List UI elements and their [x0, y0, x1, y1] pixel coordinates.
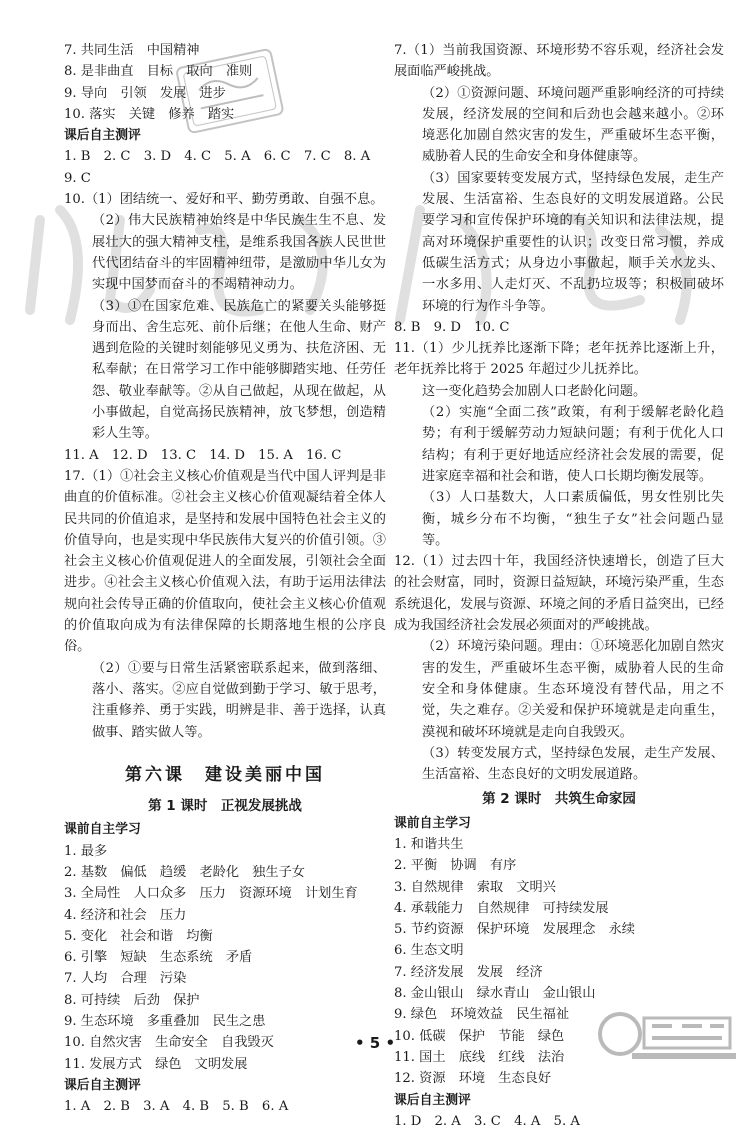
section-heading: 课前自主学习: [64, 822, 141, 838]
lesson-sub-title-1: 第 1 课时 正视发展挑战: [148, 798, 302, 815]
answer-line: 10.（1）团结统一、爱好和平、勤劳勇敢、自强不息。: [64, 192, 384, 208]
answer-line: 1. B 2. C 3. D 4. C 5. A 6. C 7. C 8. A: [64, 149, 371, 165]
answer-line: 3. 全局性 人口众多 压力 资源环境 计划生育: [64, 886, 358, 902]
answer-line: 1. 和谐共生: [394, 836, 464, 852]
answer-line: 1. D 2. A 3. C 4. A 5. A: [394, 1113, 580, 1129]
answer-line: 10. 低碳 保护 节能 绿色: [394, 1028, 565, 1044]
answer-line: 9. 生态环境 多重叠加 民生之患: [64, 1014, 266, 1030]
answer-line: 8. 可持续 后劲 保护: [64, 992, 200, 1008]
answer-line: 7. 共同生活 中国精神: [64, 43, 200, 58]
answer-line: 1. 最多: [64, 843, 108, 859]
lesson-title: 第六课 建设美丽中国: [125, 764, 325, 785]
answer-line: （2）环境污染问题。理由：①环境恶化加剧自然灾害的发生，严重破坏生态平衡，威胁着人民的生命安全和身体健康。生态环境没有替代品，用之不觉，失之难存。②关爱和保护环境就是走向重生，漠视和破坏环境就是走向自我毁灭。: [422, 639, 724, 740]
lesson-sub-title-2: 第 2 课时 共筑生命家园: [482, 791, 636, 808]
answer-line: 5. 节约资源 保护环境 发展理念 永续: [394, 922, 635, 938]
answer-line: 9. C: [64, 170, 91, 186]
section-heading: 课后自主测评: [394, 1092, 471, 1108]
answer-line: 11.（1）少儿抚养比逐渐下降；老年抚养比逐渐上升，老年抚养比将于 2025 年超过少儿抚养比。: [394, 341, 724, 378]
answer-line: 1. A 2. B 3. A 4. B 5. B 6. A: [64, 1099, 289, 1115]
answer-line: 11. 国土 底线 红线 法治: [394, 1049, 565, 1065]
right-column: [394, 40, 724, 1132]
answer-line: （3）国家要转变发展方式，坚持绿色发展，走生产发展、生活富裕、生态良好的文明发展道路。公民要学习和宣传保护环境的有关知识和法律法规，提高对环境保护重要性的认识；改变日常习惯，养成低碳生活方式；从身边小事做起，顺手关水龙头、一水多用、人走灯灭、不乱扔垃圾等；积极同破坏环境的行为作斗争等。: [422, 170, 724, 314]
answer-line: （3）①在国家危难、民族危亡的紧要关头能够挺身而出、舍生忘死、前仆后继；在他人生命、财产遇到危险的关键时刻能够见义勇为、扶危济困、无私奉献；在日常学习工作中能够脚踏实地、任劳任怨、敬业奉献等。②从自己做起，从现在做起，从小事做起，自觉高扬民族精神，放飞梦想，创造精彩人生等。: [92, 298, 386, 442]
answer-line: 10. 自然灾害 生命安全 自我毁灭: [64, 1035, 274, 1051]
section-heading: 课前自主学习: [394, 815, 471, 831]
answer-line: 8. 是非曲直 目标 取向 准则: [64, 64, 253, 80]
left-column: [64, 40, 386, 1118]
answer-line: 9. 绿色 环境效益 民生福祉: [394, 1007, 570, 1023]
answer-line: 4. 承载能力 自然规律 可持续发展: [394, 900, 609, 916]
answer-line: 7. 人均 合理 污染: [64, 971, 187, 987]
right-answer-list: [394, 40, 724, 785]
answer-line: （2）伟大民族精神始终是中华民族生生不息、发展壮大的强大精神支柱，是维系我国各族人民世世代代团结奋斗的牢固精神纽带，是激励中华儿女为实现中国梦而奋斗的不竭精神动力。: [92, 213, 386, 293]
section-heading: 课后自主测评: [64, 128, 141, 144]
answer-line: 12. 资源 环境 生态良好: [394, 1071, 552, 1087]
answer-line: （2）①资源问题、环境问题严重影响经济的可持续发展，经济发展的空间和后劲也会越来越小。②环境恶化加剧自然灾害的发生，严重破坏生态平衡，威胁着人民的生命安全和身体健康等。: [422, 85, 724, 165]
answer-line: 8. B 9. D 10. C: [394, 319, 510, 335]
left-answer-list: [64, 40, 386, 743]
answer-line: 11. 发展方式 绿色 文明发展: [64, 1056, 248, 1072]
answer-line: 5. 变化 社会和谐 均衡: [64, 928, 213, 944]
answer-line: 3. 自然规律 索取 文明兴: [394, 879, 556, 895]
answer-line: （2）实施“全面二孩”政策，有利于缓解老龄化趋势；有利于缓解劳动力短缺问题；有利于优化人口结构；有利于更好地适应经济社会发展的需要，促进家庭幸福和社会和谐，使人口长期均衡发展等。: [422, 405, 724, 484]
right-answer-list-2: [394, 813, 724, 1132]
answer-line: 4. 经济和社会 压力: [64, 907, 187, 923]
answer-line: 17.（1）①社会主义核心价值观是当代中国人评判是非曲直的价值标准。②社会主义核心价值观凝结着全体人民共同的价值追求，是坚持和发展中国特色社会主义的价值导向，也是实现中华民族伟大复兴的价值引领。③社会主义核心价值观促进人的全面发展，引领社会全面进步。④社会主义核心价值观入法，有助于运用法律法规向社会传导正确的价值取向，使社会主义核心价值观的价值取向成为有法律保障的长期落地生根的公序良俗。: [64, 468, 386, 655]
answer-line: 11. A 12. D 13. C 14. D 15. A 16. C: [64, 447, 342, 463]
answer-line: 2. 平衡 协调 有序: [394, 858, 517, 874]
answer-line: （3）人口基数大，人口素质偏低，男女性别比失衡，城乡分布不均衡，“独生子女”社会问题凸显等。: [422, 490, 724, 548]
answer-line: 2. 基数 偏低 趋缓 老龄化 独生子女: [64, 864, 305, 880]
page-number: • 5 •: [354, 1034, 396, 1052]
answer-line: 这一变化趋势会加剧人口老龄化问题。: [422, 383, 647, 399]
answer-line: （2）①要与日常生活紧密联系起来，做到落细、落小、落实。②应自觉做到勤于学习、敏于思考，注重修养、勇于实践，明辨是非、善于选择，认真做事、踏实做人等。: [92, 660, 386, 740]
answer-line: 7.（1）当前我国资源、环境形势不容乐观，经济社会发展面临严峻挑战。: [394, 43, 724, 80]
section-heading: 课后自主测评: [64, 1077, 141, 1093]
answer-line: 12.（1）过去四十年，我国经济快速增长，创造了巨大的社会财富，同时，资源日益短缺，环境污染严重，生态系统退化，发展与资源、环境之间的矛盾日益突出，已经成为我国经济社会发展必须面对的严峻挑战。: [394, 554, 724, 634]
answer-line: 7. 经济发展 发展 经济: [394, 964, 543, 980]
answer-line: 6. 引擎 短缺 生态系统 矛盾: [64, 950, 253, 966]
answer-line: 8. 金山银山 绿水青山 金山银山: [394, 986, 596, 1002]
answer-line: 6. 生态文明: [394, 943, 464, 959]
answer-line: 9. 导向 引领 发展 进步: [64, 85, 226, 101]
answer-line: （3）转变发展方式，坚持绿色发展，走生产发展、生活富裕、生态良好的文明发展道路。: [422, 745, 724, 783]
left-answer-list-2: [64, 819, 386, 1117]
answer-line: 10. 落实 关键 修养 踏实: [64, 106, 235, 122]
